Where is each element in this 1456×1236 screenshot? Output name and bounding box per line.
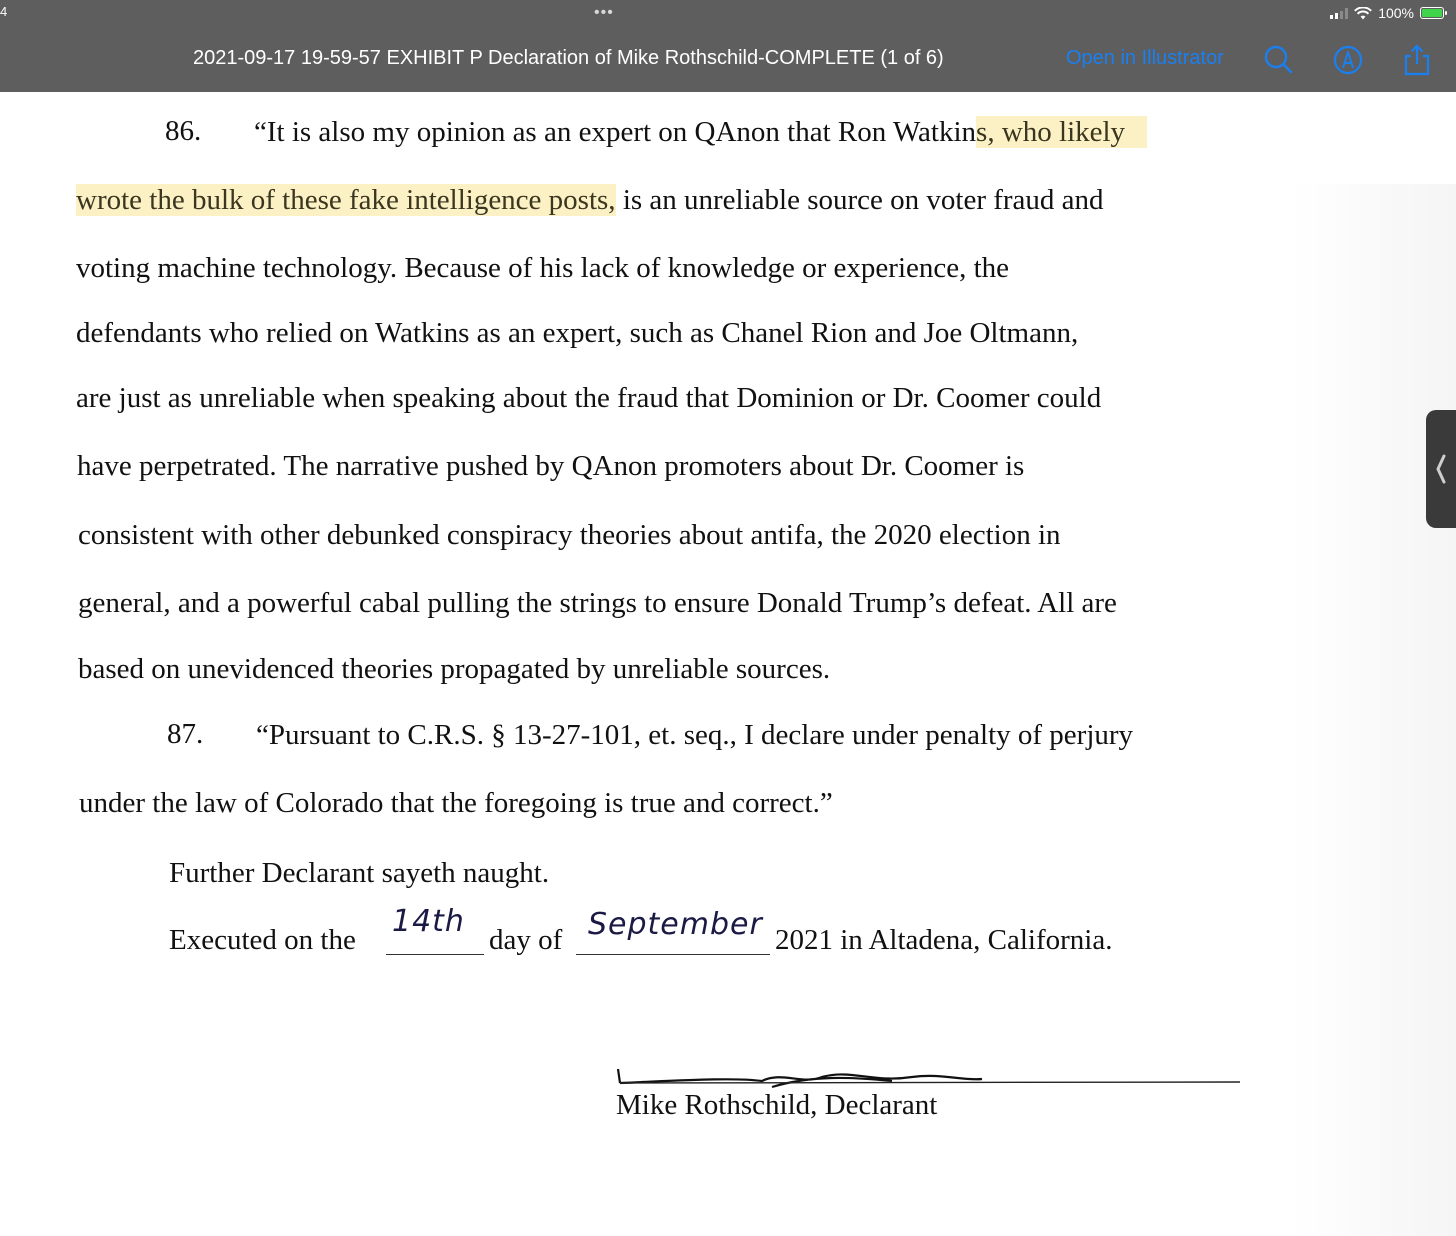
text-line-2	[76, 183, 1104, 217]
document-title: 2021-09-17 19-59-57 EXHIBIT P Declaration of Mike Rothschild-COMPLETE (1 of 6)	[193, 47, 944, 69]
text-line-11: under the law of Colorado that the foregoing is true and correct.”	[79, 787, 833, 819]
status-time: 4	[0, 4, 8, 19]
month-underline	[576, 954, 770, 955]
text-line-6: have perpetrated. The narrative pushed by QAnon promoters about Dr. Coomer is	[77, 450, 1025, 482]
executed-location: 2021 in Altadena, California.	[775, 924, 1113, 956]
battery-icon	[1420, 7, 1444, 19]
text-line-10: “Pursuant to C.R.S. § 13-27-101, et. seq., I declare under penalty of perjury	[256, 719, 1134, 751]
cellular-signal-icon	[1330, 8, 1348, 19]
text-line-9: based on unevidenced theories propagated by unreliable sources.	[78, 653, 831, 685]
viewer-toolbar	[0, 0, 1456, 92]
chevron-left-icon	[1426, 410, 1456, 528]
status-indicators	[1330, 5, 1444, 21]
text-line-1	[254, 115, 1147, 149]
text-line-7: consistent with other debunked conspiracy theories about antifa, the 2020 election in	[78, 519, 1061, 551]
search-icon[interactable]	[1263, 44, 1293, 76]
share-icon[interactable]	[1402, 44, 1432, 76]
handwritten-month: September	[588, 907, 763, 942]
battery-percent: 100%	[1378, 5, 1414, 21]
text-line-1-plain: “It is also my opinion as an expert on QAnon that Ron Watkin	[254, 116, 977, 148]
text-line-4: defendants who relied on Watkins as an expert, such as Chanel Rion and Joe Oltmann,	[76, 317, 1079, 349]
pdf-page[interactable]	[0, 92, 1456, 1144]
executed-label: Executed on the	[169, 924, 356, 956]
text-line-3: voting machine technology. Because of his lack of knowledge or experience, the	[76, 252, 1010, 284]
signer-name: Mike Rothschild, Declarant	[616, 1089, 938, 1121]
highlight-2[interactable]: wrote the bulk of these fake intelligence posts,	[76, 184, 616, 216]
wifi-icon	[1354, 7, 1372, 20]
handwritten-day: 14th	[392, 904, 465, 939]
text-line-2-plain: is an unreliable source on voter fraud and	[615, 184, 1104, 216]
text-line-8: general, and a powerful cabal pulling the strings to ensure Donald Trump’s defeat. All are	[78, 587, 1117, 619]
open-in-illustrator-button[interactable]: Open in Illustrator	[1066, 47, 1224, 69]
highlight-1[interactable]: s, who likely	[976, 116, 1126, 148]
text-line-5: are just as unreliable when speaking about the fraud that Dominion or Dr. Coomer could	[76, 382, 1102, 414]
more-options-dots[interactable]: •••	[594, 4, 614, 21]
sidebar-toggle-tab[interactable]	[1426, 410, 1456, 528]
paragraph-number-87: 87.	[167, 718, 204, 750]
markup-icon[interactable]	[1333, 44, 1363, 76]
page-shadow	[1290, 184, 1456, 1236]
paragraph-number-86: 86.	[165, 115, 202, 147]
day-underline	[386, 954, 484, 955]
further-declarant-line: Further Declarant sayeth naught.	[169, 857, 550, 889]
day-of-label: day of	[489, 924, 563, 956]
